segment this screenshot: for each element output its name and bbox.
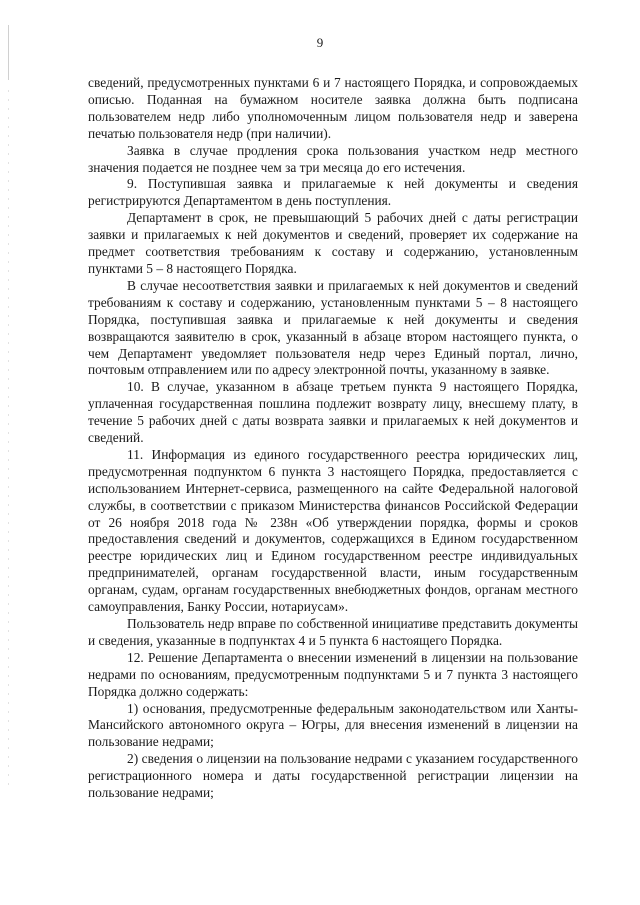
page-number: 9 — [316, 35, 324, 50]
paragraph-item-9: 9. Поступившая заявка и прилагаемые к ней документы и сведения регистрируются Департаментом в день поступления. — [88, 176, 578, 209]
paragraph-item-12: 12. Решение Департамента о внесении изменений в лицензии на пользование недрами по основаниям, предусмотренным подпунктами 5 и 7 пункта 3 настоящего Порядка должно содержать: — [88, 649, 578, 699]
paragraph-item-10: 10. В случае, указанном в абзаце третьем пункта 9 настоящего Порядка, уплаченная государственная пошлина подлежит возврату лицу, внесшему плату, в течение 5 рабочих дней с даты возврата заявки и прилагаемых к ней документов и сведений. — [88, 379, 578, 446]
paragraph-item-11-initiative: Пользователь недр вправе по собственной инициативе представить документы и сведения, указанные в подпунктах 4 и 5 пункта 6 настоящего Порядка. — [88, 616, 578, 648]
scan-margin-dots — [8, 90, 9, 790]
paragraph-item-9-return: В случае несоответствия заявки и прилагаемых к ней документов и сведений требованиям к составу и содержанию, установленным пунктами 5 – 8 настоящего Порядка, поступившая заявка и прилагаемые к ней документы и сведения возвращаются заявителю в срок, указанный в абзаце втором настоящего пункта, о чем Департамент уведомляет пользователя недр через Единый портал, лично, почтовым отправлением или по адресу электронной почты, указанному в заявке. — [88, 277, 578, 378]
paragraph-extension-term: Заявка в случае продления срока пользования участком недр местного значения подается не позднее чем за три месяца до его истечения. — [88, 142, 578, 175]
paragraph-continuation: сведений, предусмотренных пунктами 6 и 7 настоящего Порядка, и сопровождаемых описью. Поданная на бумажном носителе заявка должна быть подписана пользователем недр либо уполномоченным лицом пользователя недр и заверена печатью пользователя недр (при наличии). — [88, 75, 578, 141]
paragraph-item-12-sub-2: 2) сведения о лицензии на пользование недрами с указанием государственного регистрационного номера и даты государственной регистрации лицензии на пользование недрами; — [88, 751, 578, 801]
paragraph-item-11: 11. Информация из единого государственного реестра юридических лиц, предусмотренная подпунктом 6 пункта 3 настоящего Порядка, предоставляется с использованием Интернет-сервиса, размещенного на сайте Федеральной налоговой службы, в соответствии с приказом Министерства финансов Российской Федерации от 26 ноября 2018 года № 238н «Об утверждении порядка, формы и сроков предоставления сведений и документов, содержащихся в Едином государственном реестре юридических лиц и Едином государственном реестре индивидуальных предпринимателей, органам государственной власти, иным государственным органам, судам, органам государственных внебюджетных фондов, органам местного самоуправления, Банку России, нотариусам». — [88, 446, 578, 615]
paragraph-item-9-review: Департамент в срок, не превышающий 5 рабочих дней с даты регистрации заявки и прилагаемых к ней документов и сведений, проверяет их содержание на предмет соответствия требованиям к составу и содержанию, установленным пунктами 5 – 8 настоящего Порядка. — [88, 210, 578, 276]
document-body — [88, 75, 578, 802]
scan-margin-mark — [8, 25, 9, 80]
paragraph-item-12-sub-1: 1) основания, предусмотренные федеральным законодательством или Ханты-Мансийского автономного округа – Югры, для внесения изменений в лицензии на пользование недрами; — [88, 700, 578, 750]
